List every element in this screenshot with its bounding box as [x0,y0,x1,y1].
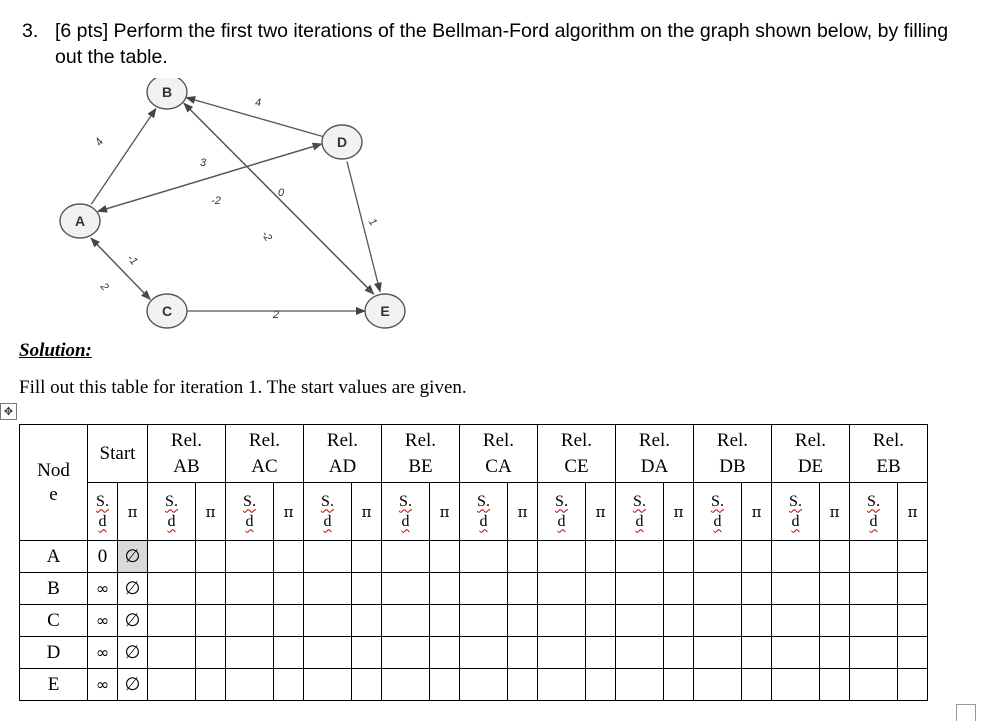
row-node-label: A [20,541,88,573]
relax-header-edge: BE [408,455,433,477]
answer-cell-d-de[interactable] [772,605,820,637]
start-predecessor-cell: ∅ [118,605,148,637]
pi-subheader: π [430,483,460,541]
answer-cell-d-eb[interactable] [850,669,898,701]
table-row [20,573,928,605]
answer-cell-pi-ab[interactable] [196,637,226,669]
answer-cell-pi-db[interactable] [742,669,772,701]
answer-cell-d-ad[interactable] [304,637,352,669]
answer-cell-pi-ac[interactable] [274,637,304,669]
graph-node-B [147,78,187,109]
sd-subheader [616,483,664,541]
relax-header-edge: AD [328,455,357,477]
answer-cell-d-de[interactable] [772,637,820,669]
sd-label-line2: d [869,512,878,530]
answer-cell-d-de[interactable] [772,669,820,701]
answer-cell-pi-ac[interactable] [274,605,304,637]
sd-subheader [148,483,196,541]
answer-cell-pi-de[interactable] [820,637,850,669]
answer-cell-pi-ad[interactable] [352,541,382,573]
answer-cell-d-ac[interactable] [226,573,274,605]
row-node-label: B [20,573,88,605]
relax-header-ac [226,425,304,483]
graph-node-label: C [161,303,173,319]
answer-cell-pi-db[interactable] [742,605,772,637]
node-header-line2: e [49,483,58,505]
graph-node-A [60,204,100,238]
solution-label: Solution: [19,340,92,361]
pi-subheader: π [508,483,538,541]
sd-label-line2: d [635,512,644,530]
answer-cell-pi-ca[interactable] [508,637,538,669]
start-distance-cell: ∞ [88,637,118,669]
table-row [20,541,928,573]
answer-cell-pi-be[interactable] [430,541,460,573]
relax-header-prefix: Rel. [872,429,905,451]
sd-subheader [382,483,430,541]
answer-cell-pi-da[interactable] [664,573,694,605]
sd-label-line2: d [479,512,488,530]
table-row [20,637,928,669]
sd-label-line2: d [713,512,722,530]
answer-cell-d-ac[interactable] [226,541,274,573]
relax-header-edge: EB [876,455,901,477]
answer-cell-pi-ab[interactable] [196,573,226,605]
relax-header-prefix: Rel. [248,429,281,451]
answer-cell-d-ac[interactable] [226,605,274,637]
answer-cell-pi-de[interactable] [820,605,850,637]
sd-subheader [304,483,352,541]
edge-weight-CA: 2 [97,280,111,294]
sd-label-line2: d [791,512,800,530]
edge-AB [91,109,156,205]
answer-cell-d-ce[interactable] [538,669,586,701]
graph-node-D [322,125,362,159]
answer-cell-d-be[interactable] [382,541,430,573]
sd-label-line1: S. [243,492,256,510]
start-distance-cell: ∞ [88,669,118,701]
edge-weight-EB: -2 [258,228,275,244]
answer-cell-d-ad[interactable] [304,541,352,573]
answer-cell-d-eb[interactable] [850,541,898,573]
answer-cell-pi-ad[interactable] [352,669,382,701]
relax-header-edge: CA [485,455,512,477]
relax-header-edge: AB [173,455,200,477]
sd-label-line2: d [167,512,176,530]
pi-subheader: π [196,483,226,541]
relax-header-edge: DA [640,455,669,477]
pi-subheader: π [352,483,382,541]
relax-header-prefix: Rel. [716,429,749,451]
edge-weight-AB: 4 [92,136,107,149]
relax-header-ce [538,425,616,483]
relax-header-prefix: Rel. [326,429,359,451]
answer-cell-pi-ce[interactable] [586,637,616,669]
answer-cell-pi-da[interactable] [664,605,694,637]
start-predecessor-cell: ∅ [118,573,148,605]
graph-node-label: D [336,134,348,150]
sd-label-line1: S. [711,492,724,510]
nodes-layer [60,78,405,328]
answer-cell-d-db[interactable] [694,605,742,637]
graph-node-label: B [161,84,173,100]
relax-header-edge: DE [797,455,824,477]
pi-subheader: π [586,483,616,541]
sd-label-line2: d [401,512,410,530]
node-column-header [20,425,88,541]
move-icon[interactable]: ✥ [0,403,17,420]
start-distance-cell: ∞ [88,573,118,605]
pi-subheader: π [820,483,850,541]
node-header-line1: Nod [37,459,70,481]
answer-cell-d-ca[interactable] [460,541,508,573]
answer-cell-d-be[interactable] [382,637,430,669]
answer-cell-d-eb[interactable] [850,637,898,669]
pi-subheader: π [118,483,148,541]
sd-subheader [694,483,742,541]
answer-cell-d-ab[interactable] [148,637,196,669]
sd-label-line1: S. [789,492,802,510]
pi-subheader: π [898,483,928,541]
answer-cell-d-ac[interactable] [226,637,274,669]
answer-cell-pi-ab[interactable] [196,669,226,701]
relax-header-prefix: Rel. [170,429,203,451]
edge-weight-CE: 2 [272,309,280,321]
sd-subheader [226,483,274,541]
answer-cell-pi-eb[interactable] [898,605,928,637]
question-text: [6 pts] Perform the first two iterations of the Bellman-Ford algorithm on the graph shown below, by filling out the table. [55,20,949,68]
answer-cell-pi-ca[interactable] [508,541,538,573]
sd-label-line1: S. [399,492,412,510]
answer-cell-pi-db[interactable] [742,637,772,669]
answer-cell-d-ce[interactable] [538,541,586,573]
answer-cell-d-ca[interactable] [460,573,508,605]
sd-label-line2: d [557,512,566,530]
row-node-label: E [20,669,88,701]
answer-cell-pi-ce[interactable] [586,605,616,637]
relax-header-prefix: Rel. [638,429,671,451]
bellman-ford-table [19,424,928,701]
graph-node-label: A [74,213,86,229]
answer-cell-d-da[interactable] [616,669,664,701]
question-number: 3. [22,20,39,42]
node-header-label [32,459,76,507]
relax-header-ca [460,425,538,483]
graph-node-E [365,294,405,328]
edge-weight-DA: -2 [211,195,221,207]
sd-subheader [538,483,586,541]
pi-subheader: π [742,483,772,541]
answer-cell-d-be[interactable] [382,573,430,605]
sd-label-line1: S. [555,492,568,510]
answer-cell-d-db[interactable] [694,573,742,605]
graph-node-label: E [380,303,390,319]
answer-cell-d-ab[interactable] [148,573,196,605]
answer-cell-pi-db[interactable] [742,573,772,605]
answer-cell-d-ad[interactable] [304,669,352,701]
instruction-text: Fill out this table for iteration 1. The start values are given. [19,377,467,398]
relax-header-da [616,425,694,483]
relax-header-prefix: Rel. [560,429,593,451]
pi-subheader: π [274,483,304,541]
table-row [20,605,928,637]
edge-weight-AD: 3 [199,157,207,169]
pi-subheader: π [664,483,694,541]
answer-cell-d-ce[interactable] [538,573,586,605]
answer-cell-pi-ce[interactable] [586,669,616,701]
answer-cell-d-eb[interactable] [850,605,898,637]
relax-header-edge: AC [251,455,278,477]
answer-cell-pi-da[interactable] [664,541,694,573]
answer-cell-d-ab[interactable] [148,669,196,701]
answer-cell-pi-ab[interactable] [196,541,226,573]
answer-cell-pi-eb[interactable] [898,669,928,701]
answer-cell-d-de[interactable] [772,541,820,573]
answer-cell-d-ca[interactable] [460,669,508,701]
sd-label-line2: d [323,512,332,530]
answer-cell-pi-ca[interactable] [508,605,538,637]
answer-cell-pi-de[interactable] [820,541,850,573]
answer-cell-d-ce[interactable] [538,637,586,669]
start-distance-cell: ∞ [88,605,118,637]
answer-cell-d-de[interactable] [772,573,820,605]
relax-header-de [772,425,850,483]
edge-weight-AC: -1 [124,252,140,268]
relax-header-be [382,425,460,483]
answer-cell-pi-ab[interactable] [196,605,226,637]
answer-cell-d-ab[interactable] [148,541,196,573]
start-distance-cell: 0 [88,541,118,573]
sd-label-line1: S. [633,492,646,510]
answer-cell-d-ca[interactable] [460,605,508,637]
answer-cell-pi-de[interactable] [820,669,850,701]
answer-cell-d-be[interactable] [382,605,430,637]
sd-subheader [460,483,508,541]
answer-cell-pi-db[interactable] [742,541,772,573]
relax-header-prefix: Rel. [482,429,515,451]
sd-label-line1: S. [477,492,490,510]
answer-cell-pi-ac[interactable] [274,541,304,573]
answer-cell-pi-da[interactable] [664,669,694,701]
answer-cell-d-db[interactable] [694,637,742,669]
sd-subheader [772,483,820,541]
answer-cell-pi-ad[interactable] [352,605,382,637]
relax-header-db [694,425,772,483]
sd-label-line1: S. [321,492,334,510]
row-node-label: C [20,605,88,637]
edge-weight-DE: 1 [365,216,380,229]
page-corner-box [956,704,976,721]
answer-cell-pi-eb[interactable] [898,541,928,573]
edge-weight-BE: 0 [277,187,285,199]
answer-cell-d-db[interactable] [694,541,742,573]
relax-header-ab [148,425,226,483]
edge-DA [98,144,322,211]
sd-subheader [88,483,118,541]
graph-diagram [40,78,420,333]
answer-cell-pi-be[interactable] [430,637,460,669]
relax-header-prefix: Rel. [404,429,437,451]
answer-cell-d-ca[interactable] [460,637,508,669]
answer-cell-d-ad[interactable] [304,573,352,605]
answer-cell-d-be[interactable] [382,669,430,701]
sd-label-line1: S. [867,492,880,510]
answer-cell-d-da[interactable] [616,541,664,573]
answer-cell-d-ce[interactable] [538,605,586,637]
start-predecessor-cell: ∅ [118,669,148,701]
answer-cell-pi-ce[interactable] [586,541,616,573]
relax-header-prefix: Rel. [794,429,827,451]
answer-cell-pi-ca[interactable] [508,669,538,701]
sd-label-line2: d [245,512,254,530]
answer-cell-pi-be[interactable] [430,669,460,701]
relax-header-edge: CE [564,455,589,477]
answer-cell-pi-ad[interactable] [352,573,382,605]
answer-cell-pi-be[interactable] [430,573,460,605]
relax-header-ad [304,425,382,483]
answer-cell-d-ac[interactable] [226,669,274,701]
table-row [20,669,928,701]
answer-cell-d-ad[interactable] [304,605,352,637]
answer-cell-pi-eb[interactable] [898,637,928,669]
answer-cell-pi-eb[interactable] [898,573,928,605]
edge-weight-DB: 4 [254,97,262,109]
relax-header-eb [850,425,928,483]
answer-cell-pi-ac[interactable] [274,669,304,701]
answer-cell-pi-ca[interactable] [508,573,538,605]
answer-cell-pi-ce[interactable] [586,573,616,605]
answer-cell-d-da[interactable] [616,573,664,605]
sd-subheader [850,483,898,541]
answer-cell-pi-da[interactable] [664,637,694,669]
row-node-label: D [20,637,88,669]
answer-cell-d-ab[interactable] [148,605,196,637]
sd-label-line1: S. [96,492,109,510]
answer-cell-pi-ac[interactable] [274,573,304,605]
answer-cell-pi-be[interactable] [430,605,460,637]
answer-cell-d-da[interactable] [616,637,664,669]
sd-label-line1: S. [165,492,178,510]
start-header: Start [88,425,148,483]
answer-cell-pi-de[interactable] [820,573,850,605]
graph-node-C [147,294,187,328]
sd-label-line2: d [98,512,107,530]
start-predecessor-cell: ∅ [118,637,148,669]
answer-cell-d-da[interactable] [616,605,664,637]
answer-cell-d-eb[interactable] [850,573,898,605]
relax-header-edge: DB [719,455,746,477]
answer-cell-d-db[interactable] [694,669,742,701]
answer-cell-pi-ad[interactable] [352,637,382,669]
start-predecessor-cell: ∅ [118,541,148,573]
